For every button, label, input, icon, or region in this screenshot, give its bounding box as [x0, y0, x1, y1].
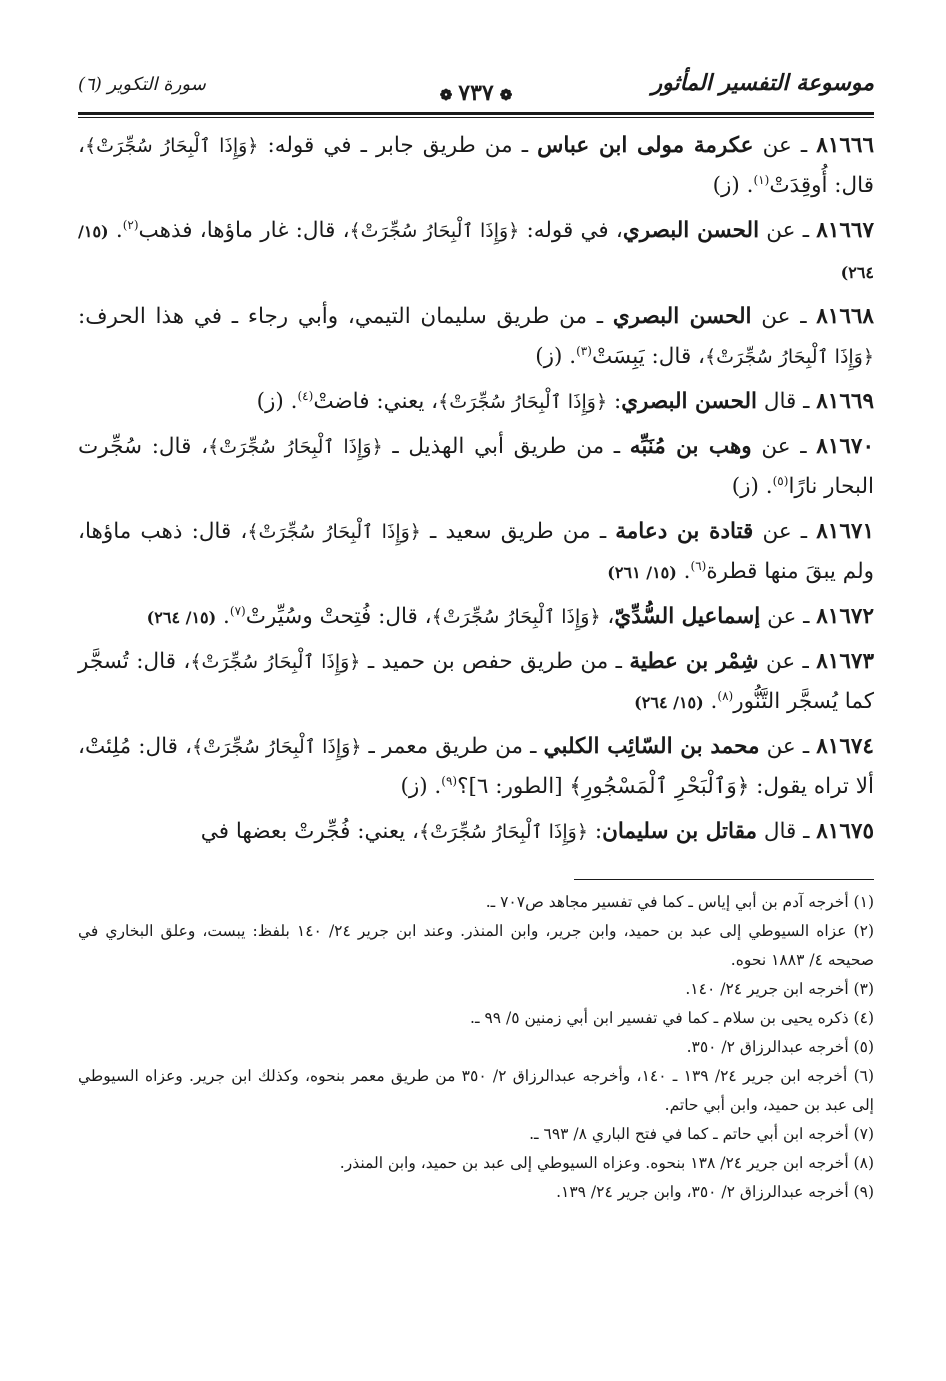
footnote-marker: (١)	[753, 172, 770, 187]
footnote: (٧) أخرجه ابن أبي حاتم ـ كما في فتح الباري ٨/ ٦٩٣ ـ.	[529, 1125, 874, 1143]
page-number	[434, 80, 519, 106]
narration-number: ٨١٦٧٥	[816, 819, 874, 844]
footnote: (٨) أخرجه ابن جرير ٢٤/ ١٣٨ بنحوه. وعزاه السيوطي إلى عبد بن حميد، وابن المنذر.	[339, 1154, 874, 1172]
narration-number: ٨١٦٦٩	[816, 389, 874, 414]
page-number-value: ٧٣٧	[458, 80, 494, 106]
footnote: (٢) عزاه السيوطي إلى عبد بن حميد، وابن جرير، وابن المنذر. وعند ابن جرير ٢٤/ ١٤٠ بلفظ: يبست، وعلق البخاري في صحيحه ٤/ ١٨٨٣ نحوه.	[78, 922, 874, 969]
narration-number: ٨١٦٧٤	[816, 734, 874, 759]
narration-entry	[78, 297, 874, 378]
text: . (ز)	[712, 173, 754, 198]
quran-quote: ﴿وَإِذَا ٱلْبِحَارُ سُجِّرَتْ﴾	[247, 521, 421, 543]
narration-entry	[78, 382, 874, 423]
book-title: موسوعة التفسير المأثور	[651, 70, 874, 96]
narration-number: ٨١٦٦٨	[816, 304, 874, 329]
narrator-name: قتادة بن دعامة	[615, 519, 754, 544]
narration-entry	[78, 126, 874, 207]
text: ، قال: تُسجَّر كما يُسجَّر التَّنُّور	[78, 649, 874, 714]
text: ـ من طريق معمر ـ	[361, 734, 544, 759]
quran-quote: ﴿وَإِذَا ٱلْبِحَارُ سُجِّرَتْ﴾	[419, 821, 588, 843]
text: ، قال: غار ماؤها، فذهب	[138, 218, 350, 243]
text: ، يعني: فاضتْ	[313, 389, 439, 414]
quran-quote: ﴿وَإِذَا ٱلْبِحَارُ سُجِّرَتْ﴾	[349, 220, 520, 242]
text: ، قال: مُلِئتْ، ألا تراه يقول: ﴿وَٱلْبَحْرِ ٱلْمَسْجُورِ﴾ [الطور: ٦]؟	[78, 734, 874, 799]
text: ـ عن	[751, 304, 817, 329]
narrator-name: محمد بن السّائِب الكلبي	[543, 734, 760, 759]
text: ، قال: ذهب ماؤها، ولم يبقَ منها قطرة	[78, 519, 874, 584]
quran-quote: ﴿وَإِذَا ٱلْبِحَارُ سُجِّرَتْ﴾	[191, 736, 362, 758]
footnote-separator	[574, 879, 874, 880]
narration-entry	[78, 812, 874, 853]
text: ـ قال	[756, 389, 817, 414]
volume-reference: (١٥/ ٢٦٤)	[634, 693, 704, 712]
narrator-name: الحسن البصري	[622, 218, 760, 243]
quran-quote: ﴿وَإِذَا ٱلْبِحَارُ سُجِّرَتْ﴾	[438, 391, 608, 413]
text: ـ من طريق أبي الهذيل ـ	[382, 434, 630, 459]
ornament-icon: ❁	[439, 86, 453, 104]
narration-number: ٨١٦٧٠	[816, 434, 875, 459]
narrator-name: عكرمة مولى ابن عباس	[537, 133, 754, 158]
volume-reference: (١٥/ ٢٦٤)	[78, 222, 874, 282]
text: ، قال: يَبِسَتْ	[591, 344, 706, 369]
surah-title: سورة التكوير (٦)	[78, 74, 206, 95]
narrator-name: إسماعيل السُّدِّيّ	[614, 604, 761, 629]
footnote: (٣) أخرجه ابن جرير ٢٤/ ١٤٠.	[685, 980, 874, 998]
narrator-name: وهب بن مُنَبِّه	[629, 434, 752, 459]
narration-entry	[78, 512, 874, 593]
text: ـ عن	[760, 604, 817, 629]
narrator-name: شِمْر بن عطية	[629, 649, 759, 674]
footnotes-list	[78, 888, 874, 1207]
footnote-marker: (٢)	[122, 217, 139, 232]
footnote: (١) أخرجه آدم بن أبي إياس ـ كما في تفسير مجاهد ص٧٠٧ ـ.	[485, 893, 874, 911]
text: ـ عن	[759, 734, 817, 759]
text: ـ عن	[758, 649, 817, 674]
text: ، يعني: فُجِّرتْ بعضها في	[200, 819, 419, 844]
narrator-name: الحسن البصري	[621, 389, 757, 414]
page	[78, 64, 874, 1207]
narrator-name: الحسن البصري	[612, 304, 752, 329]
text: ، قال: سُجِّرت البحار نارًا	[78, 434, 874, 499]
quran-quote: ﴿وَإِذَا ٱلْبِحَارُ سُجِّرَتْ﴾	[190, 651, 361, 673]
narration-number: ٨١٦٦٦	[816, 133, 875, 158]
ornament-icon: ❁	[499, 86, 513, 104]
text: .	[676, 559, 691, 584]
text: ـ من طريق جابر ـ في قوله:	[258, 133, 538, 158]
footnote: (٤) ذكره يحيى بن سلام ـ كما في تفسير ابن أبي زمنين ٥/ ٩٩ ـ.	[470, 1009, 874, 1027]
narration-entry	[78, 642, 874, 723]
text: .	[703, 689, 718, 714]
header-rule	[78, 112, 874, 115]
text: :	[607, 389, 622, 414]
footnote-marker: (٦)	[690, 558, 707, 573]
footnote-marker: (٤)	[297, 388, 314, 403]
footnote: (٦) أخرجه ابن جرير ٢٤/ ١٣٩ ـ ١٤٠، وأخرجه عبدالرزاق ٢/ ٣٥٠ من طريق معمر بنحوه، وكذلك ابن جرير. وعزاه السيوطي إلى عبد بن حميد، وابن أبي حاتم.	[78, 1067, 875, 1114]
footnote-marker: (٣)	[576, 343, 592, 358]
narration-entry	[78, 597, 874, 638]
text: . (ز)	[256, 389, 298, 414]
quran-quote: ﴿وَإِذَا ٱلْبِحَارُ سُجِّرَتْ﴾	[84, 135, 259, 157]
text: :	[587, 819, 603, 844]
header-rule-thin	[78, 117, 874, 118]
footnote-marker: (٥)	[772, 473, 789, 488]
narration-number: ٨١٦٧١	[816, 519, 874, 544]
quran-quote: ﴿وَإِذَا ٱلْبِحَارُ سُجِّرَتْ﴾	[431, 606, 601, 628]
narration-number: ٨١٦٧٣	[816, 649, 874, 674]
text: . (ز)	[731, 474, 773, 499]
footnote-marker: (٨)	[717, 688, 734, 703]
text: ـ قال	[756, 819, 817, 844]
text: ـ من طريق حفص بن حميد ـ	[360, 649, 630, 674]
quran-quote: ﴿وَإِذَا ٱلْبِحَارُ سُجِّرَتْ﴾	[208, 436, 383, 458]
text: ـ عن	[751, 434, 817, 459]
text: ـ عن	[753, 519, 817, 544]
quran-quote: ﴿وَإِذَا ٱلْبِحَارُ سُجِّرَتْ﴾	[705, 346, 874, 368]
text: ـ عن	[759, 218, 817, 243]
volume-reference: (١٥/ ٢٦١)	[607, 563, 677, 582]
text: ، في قوله:	[519, 218, 623, 243]
footnote: (٩) أخرجه عبدالرزاق ٢/ ٣٥٠، وابن جرير ٢٤/ ١٣٩.	[556, 1183, 874, 1201]
volume-reference: (١٥/ ٢٦٤)	[146, 608, 217, 627]
footnote-marker: (٧)	[229, 603, 246, 618]
narration-number: ٨١٦٧٢	[816, 604, 874, 629]
footnote: (٥) أخرجه عبدالرزاق ٢/ ٣٥٠.	[686, 1038, 874, 1056]
narrations-list	[78, 126, 874, 853]
text: ،	[600, 604, 615, 629]
text: .	[216, 604, 230, 629]
text: .	[108, 218, 123, 243]
narration-entry	[78, 727, 874, 808]
text: ـ من طريق سليمان التيمي، وأبي رجاء ـ في هذا الحرف:	[78, 304, 613, 329]
text: . (ز)	[535, 344, 577, 369]
narration-entry	[78, 427, 874, 508]
text: . (ز)	[400, 774, 442, 799]
narrator-name: مقاتل بن سليمان	[602, 819, 757, 844]
footnote-marker: (٩)	[441, 773, 458, 788]
narration-number: ٨١٦٦٧	[816, 218, 875, 243]
text: ـ عن	[753, 133, 817, 158]
page-header	[78, 64, 874, 108]
narration-entry	[78, 211, 874, 293]
text: ـ من طريق سعيد ـ	[420, 519, 616, 544]
text: ، قال: أُوقِدَتْ	[78, 133, 874, 198]
text: ، قال: فُتِحتْ وسُيِّرتْ	[245, 604, 432, 629]
